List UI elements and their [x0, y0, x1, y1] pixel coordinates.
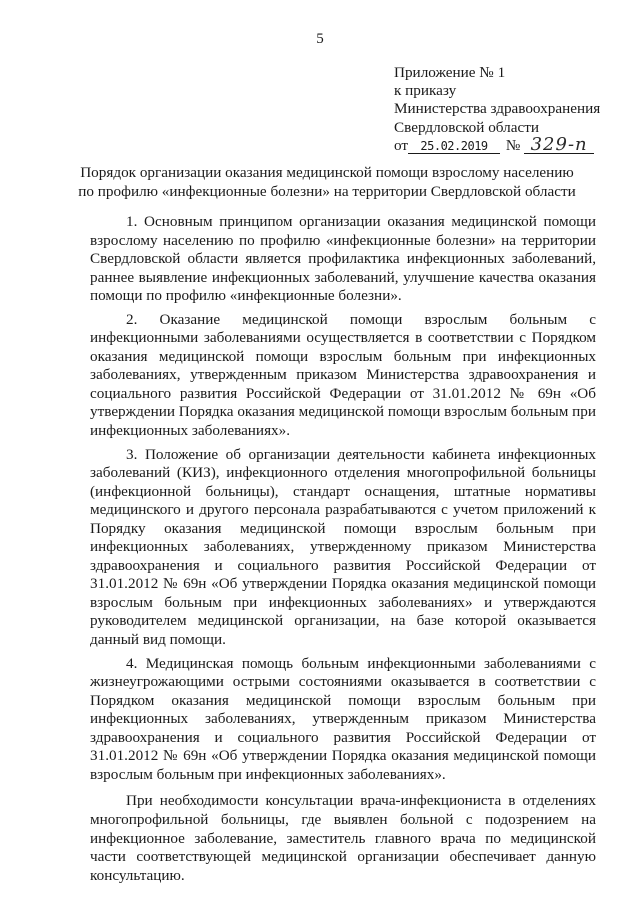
order-number-handwritten: 329-п	[524, 137, 594, 154]
paragraph-1: 1. Основным принципом организации оказания медицинской помощи взрослому населению по профилю «инфекционные болезни» на территории Свердловской области является профилактика инфекционных заболеваний, раннее выявление инфекционных заболеваний, улучшение качества оказания помощи по профилю «инфекционные болезни».	[90, 213, 596, 305]
appendix-title: Приложение № 1	[394, 64, 506, 81]
page-number: 5	[316, 31, 324, 47]
paragraph-5: При необходимости консультации врача-инфекциониста в отделениях многопрофильной больницы, где выявлен больной с подозрением на инфекционное заболевание, заместитель главного врача по медицинской части соответствующей медицинской организации обеспечивает данную консультацию.	[90, 792, 596, 884]
paragraph-4: 4. Медицинская помощь больным инфекционными заболеваниями с жизнеугрожающими острыми состояниями оказывается в соответствии с Порядком оказания медицинской помощи взрослым больным при инфекционных заболеваниях, утвержденным приказом Министерства здравоохранения и социального развития Российской Федерации от 31.01.2012 № 69н «Об утверждении Порядка оказания медицинской помощи взрослым больным при инфекционных заболеваниях».	[90, 654, 596, 783]
appendix-ministry: Министерства здравоохранения	[394, 100, 601, 118]
heading-line-2: по профилю «инфекционные болезни» на территории Свердловской области	[78, 182, 576, 200]
appendix-header	[394, 64, 600, 155]
order-date-number-line	[394, 133, 600, 155]
document-body	[90, 213, 596, 890]
order-number-label: №	[505, 136, 521, 154]
order-date-stamp: 25.02.2019	[408, 139, 500, 154]
paragraph-2: 2. Оказание медицинской помощи взрослым больным с инфекционными заболеваниями осуществляется в соответствии с Порядком оказания медицинской помощи взрослым больным при инфекционных заболеваниях, утвержденным приказом Министерства здравоохранения и социального развития Российской Федерации от 31.01.2012 № 69н «Об утверждении Порядка оказания медицинской помощи взрослым больным при инфекционных заболеваниях».	[90, 310, 596, 440]
document-heading	[60, 164, 594, 201]
paragraph-3: 3. Положение об организации деятельности кабинета инфекционных заболеваний (КИЗ), инфекционного отделения многопрофильной больницы (инфекционной больницы), стандарт оснащения, штатные нормативы медицинского и другого персонала разрабатываются с учетом приложений к Порядку оказания медицинской помощи взрослым больным при инфекционных заболеваниях, утвержденному приказом Министерства здравоохранения и социального развития Российской Федерации от 31.01.2012 № 69н «Об утверждении Порядка оказания медицинской помощи взрослым больным при инфекционных заболеваниях» и утверждаются руководителем медицинской организации, на базе которой оказывается данный вид помощи.	[90, 445, 596, 649]
order-from-label: от	[394, 136, 409, 154]
heading-line-1: Порядок организации оказания медицинской помощи взрослому населению	[80, 164, 574, 181]
appendix-region: Свердловской области	[394, 118, 539, 136]
appendix-order-label: к приказу	[394, 82, 457, 100]
